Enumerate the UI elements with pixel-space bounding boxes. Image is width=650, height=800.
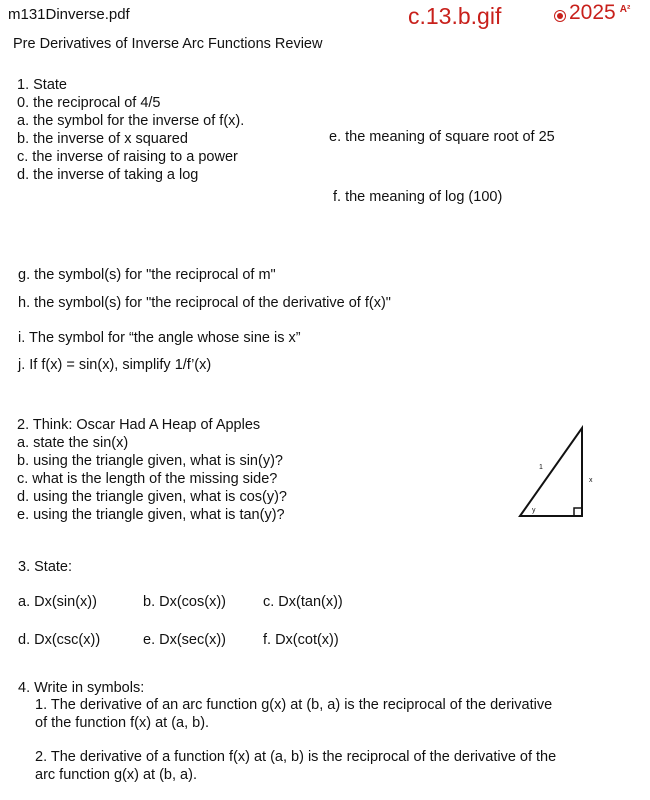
a2-badge: A² [619,4,631,15]
q1-item-g: g. the symbol(s) for "the reciprocal of m" [18,267,276,283]
gif-label: c.13.b.gif [408,3,502,29]
q2-item-a: a. state the sin(x) [17,435,129,451]
q4-item-1-line-2: of the function f(x) at (a, b). [35,715,210,731]
q1-item-c: c. the inverse of raising to a power [17,149,238,165]
document-filename: m131Dinverse.pdf [8,6,130,23]
q3-item-f: f. Dx(cot(x)) [263,632,339,648]
q4-item-1-line-1: 1. The derivative of an arc function g(x) at (b, a) is the reciprocal of the derivative [35,697,553,713]
q1-item-j: j. If f(x) = sin(x), simplify 1/f’(x) [18,357,212,373]
right-angle-marker [574,508,582,516]
q1-item-e: e. the meaning of square root of 25 [329,129,555,145]
triangle-shape [520,428,582,516]
q3-item-a: a. Dx(sin(x)) [18,594,97,610]
q2-item-b: b. using the triangle given, what is sin(y)? [17,453,283,469]
q1-item-d: d. the inverse of taking a log [17,167,199,183]
q2-item-c: c. what is the length of the missing side? [17,471,278,487]
q2-item-d: d. using the triangle given, what is cos(y)? [17,489,287,505]
q1-heading: 1. State [17,77,67,93]
hypotenuse-label: 1 [539,464,543,471]
q1-item-i: i. The symbol for “the angle whose sine is x” [18,330,301,346]
q1-item-0: 0. the reciprocal of 4/5 [17,95,161,111]
q3-heading: 3. State: [18,559,73,575]
q3-item-d: d. Dx(csc(x)) [18,632,101,648]
question-2 [17,416,287,524]
copyright-icon [554,10,566,22]
q4-item-2-line-1: 2. The derivative of a function f(x) at (a, b) is the reciprocal of the derivative of the [35,749,557,765]
q4-heading: 4. Write in symbols: [18,680,145,696]
opposite-side-label: x [589,477,593,484]
q2-item-e: e. using the triangle given, what is tan(y)? [17,507,285,523]
q4-item-2-line-2: arc function g(x) at (b, a). [35,767,197,783]
copyright-year: 2025 [569,1,616,24]
copyright-mark [554,1,630,25]
q3-item-e: e. Dx(sec(x)) [143,632,226,648]
q1-item-f: f. the meaning of log (100) [333,189,503,205]
q1-item-a: a. the symbol for the inverse of f(x). [17,113,245,129]
angle-label: y [532,507,536,514]
q2-heading: 2. Think: Oscar Had A Heap of Apples [17,417,261,433]
q1-item-b: b. the inverse of x squared [17,131,188,147]
q3-item-b: b. Dx(cos(x)) [143,594,226,610]
right-triangle-diagram [510,420,610,530]
q1-item-h: h. the symbol(s) for "the reciprocal of the derivative of f(x)" [18,295,391,311]
q3-item-c: c. Dx(tan(x)) [263,594,343,610]
question-1 [17,76,244,184]
page-title: Pre Derivatives of Inverse Arc Functions Review [13,36,323,52]
